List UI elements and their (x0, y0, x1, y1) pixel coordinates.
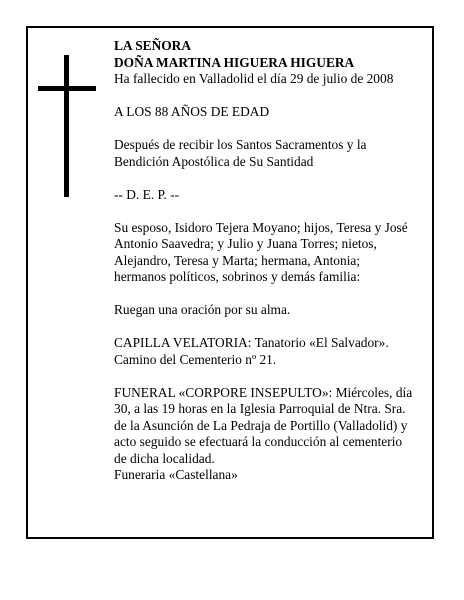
funeral-line: de dicha localidad. (114, 450, 215, 466)
chapel-line: CAPILLA VELATORIA: Tanatorio «El Salvador». (114, 335, 389, 350)
funeral-paragraph (114, 385, 424, 484)
family-line: Su esposo, Isidoro Tejera Moyano; hijos, Teresa y José (114, 219, 408, 235)
family-paragraph (114, 220, 424, 286)
obituary-text (114, 38, 424, 484)
funeral-home-line: Funeraria «Castellana» (114, 467, 238, 482)
sacraments-paragraph (114, 137, 424, 170)
sacraments-line: Después de recibir los Santos Sacramentos y la (114, 137, 367, 152)
family-line: hermanos políticos, sobrinos y demás familia: (114, 269, 361, 284)
cross-horizontal-bar (38, 86, 96, 91)
funeral-line: FUNERAL «CORPORE INSEPULTO»: Miércoles, día (114, 384, 413, 400)
deceased-name: DOÑA MARTINA HIGUERA HIGUERA (114, 54, 355, 70)
family-line: Antonio Saavedra; y Julio y Juana Torres; nietos, (114, 236, 377, 251)
age-line: A LOS 88 AÑOS DE EDAD (114, 104, 270, 119)
funeral-line: 30, a las 19 horas en la Iglesia Parroquial de Ntra. Sra. (114, 401, 406, 416)
title-line: LA SEÑORA (114, 38, 192, 53)
funeral-line: de la Asunción de La Pedraja de Portillo (Valladolid) y (114, 417, 408, 433)
sacraments-line: Bendición Apostólica de Su Santidad (114, 153, 314, 169)
death-line: Ha fallecido en Valladolid el día 29 de julio de 2008 (114, 71, 394, 86)
family-line: Alejandro, Teresa y Marta; hermana, Antonia; (114, 252, 361, 268)
chapel-line: Camino del Cementerio nº 21. (114, 351, 277, 367)
chapel-paragraph (114, 335, 424, 368)
rip-line: -- D. E. P. -- (114, 186, 180, 202)
prayer-line: Ruegan una oración por su alma. (114, 302, 291, 317)
cross-vertical-bar (64, 55, 69, 197)
funeral-line: acto seguido se efectuará la conducción al cementerio (114, 434, 403, 449)
